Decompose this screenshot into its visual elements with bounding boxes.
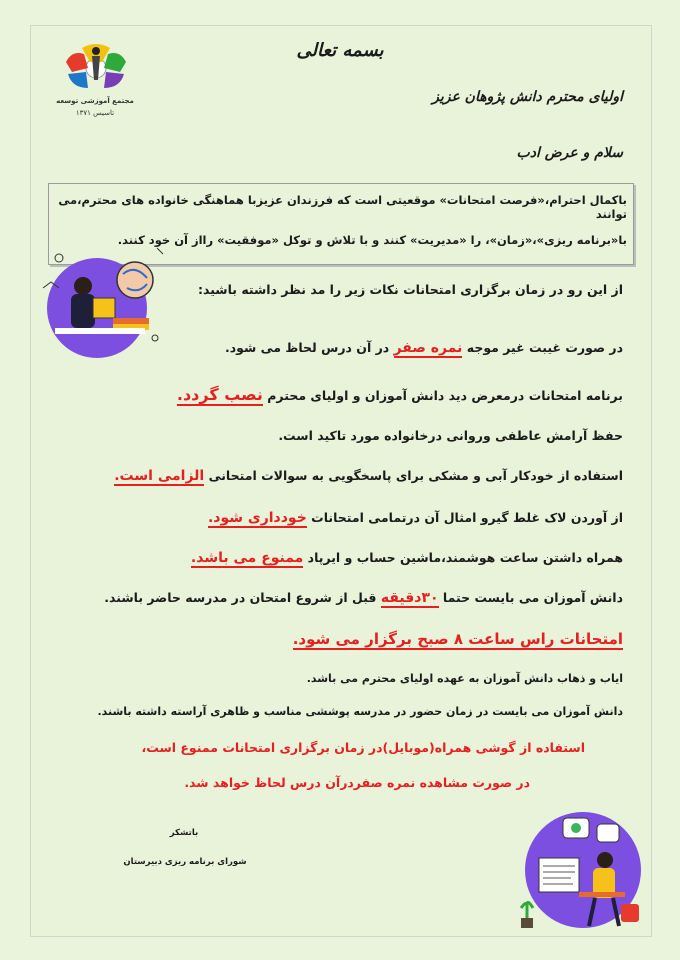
rule-schedule-pre: برنامه امتحانات درمعرض دید دانش آموزان و اولیای محترم (262, 388, 623, 403)
rule-correction-highlight: خودداری شود. (207, 510, 307, 526)
intro-text: از این رو در زمان برگزاری امتحانات نکات زیر را مد نظر داشته باشید: (197, 282, 623, 297)
rule-pens-highlight: الزامی است. (114, 468, 205, 484)
rule-correction-fluid (63, 510, 623, 526)
rule-schedule (63, 385, 623, 404)
greeting-salutation: سلام و عرض ادب (516, 145, 623, 161)
rule-correction-pre: از آوردن لاک غلط گیرو امثال آن درتمامی امتحانات (306, 510, 623, 525)
intro-box-line2: با«برنامه ریزی»،«زمان»، را «مدیریت» کنند و با تلاش و توکل «موفقیت» رااز آن خود کنند. (117, 233, 627, 247)
signature-council: شورای برنامه ریزی دبیرستان (123, 857, 247, 867)
rule-devices (63, 550, 623, 566)
rule-dress: دانش آموزان می بایست در زمان حضور در مدرسه پوششی مناسب و ظاهری آراسته داشته باشند. (97, 705, 623, 718)
rule-arrival (53, 590, 623, 606)
student-reading-illustration (35, 228, 175, 372)
rule-schedule-highlight: نصب گردد. (176, 385, 263, 404)
rule-calm: حفظ آرامش عاطفی وروانی درخانواده مورد تاکید است. (278, 428, 623, 443)
rule-absence-post: در آن درس لحاظ می شود. (224, 340, 394, 355)
greeting-parents: اولیای محترم دانش پژوهان عزیز (432, 89, 623, 105)
signature-thanks: باتشکر (169, 828, 199, 838)
basmala-heading: بسمه تعالی (296, 40, 384, 61)
founded-year: تاسیس ۱۳۷۱ (75, 109, 115, 117)
school-logo (58, 40, 134, 100)
student-writing-illustration (505, 800, 650, 939)
org-name: مجتمع آموزشی توسعه (56, 97, 134, 105)
rule-arrival-post: قبل از شروع امتحان در مدرسه حاضر باشند. (104, 590, 381, 605)
rule-pens-pre: استفاده از خودکار آبی و مشکی برای پاسخگویی به سوالات امتحانی (204, 468, 623, 483)
rule-mobile-penalty: در صورت مشاهده نمره صفردرآن درس لحاظ خواهد شد. (184, 775, 530, 790)
rule-absence-highlight: نمره صفر (393, 340, 463, 356)
rule-arrival-highlight: ۳۰دقیقه (380, 590, 439, 606)
rule-absence-pre: در صورت غیبت غیر موجه (462, 340, 623, 355)
rule-transport: ایاب و ذهاب دانش آموزان به عهده اولیای محترم می باشد. (306, 672, 623, 685)
intro-box-line1: باکمال احترام،«فرصت امتحانات» موقعیتی است که فرزندان عزیزبا هماهنگی خانواده های محترم،می توانند (58, 193, 627, 221)
rule-arrival-pre: دانش آموزان می بایست حتما (438, 590, 623, 605)
rule-pens (63, 468, 623, 484)
rule-absence (183, 340, 623, 356)
rule-devices-pre: همراه داشتن ساعت هوشمند،ماشین حساب و ایرپاد (303, 550, 623, 565)
rule-devices-highlight: ممنوع می باشد. (190, 550, 304, 566)
rule-start-time-highlight: امتحانات راس ساعت ۸ صبح برگزار می شود. (292, 630, 623, 648)
rule-start-time (63, 630, 623, 648)
rule-mobile: استفاده از گوشی همراه(موبایل)در زمان برگزاری امتحانات ممنوع است، (141, 740, 585, 755)
